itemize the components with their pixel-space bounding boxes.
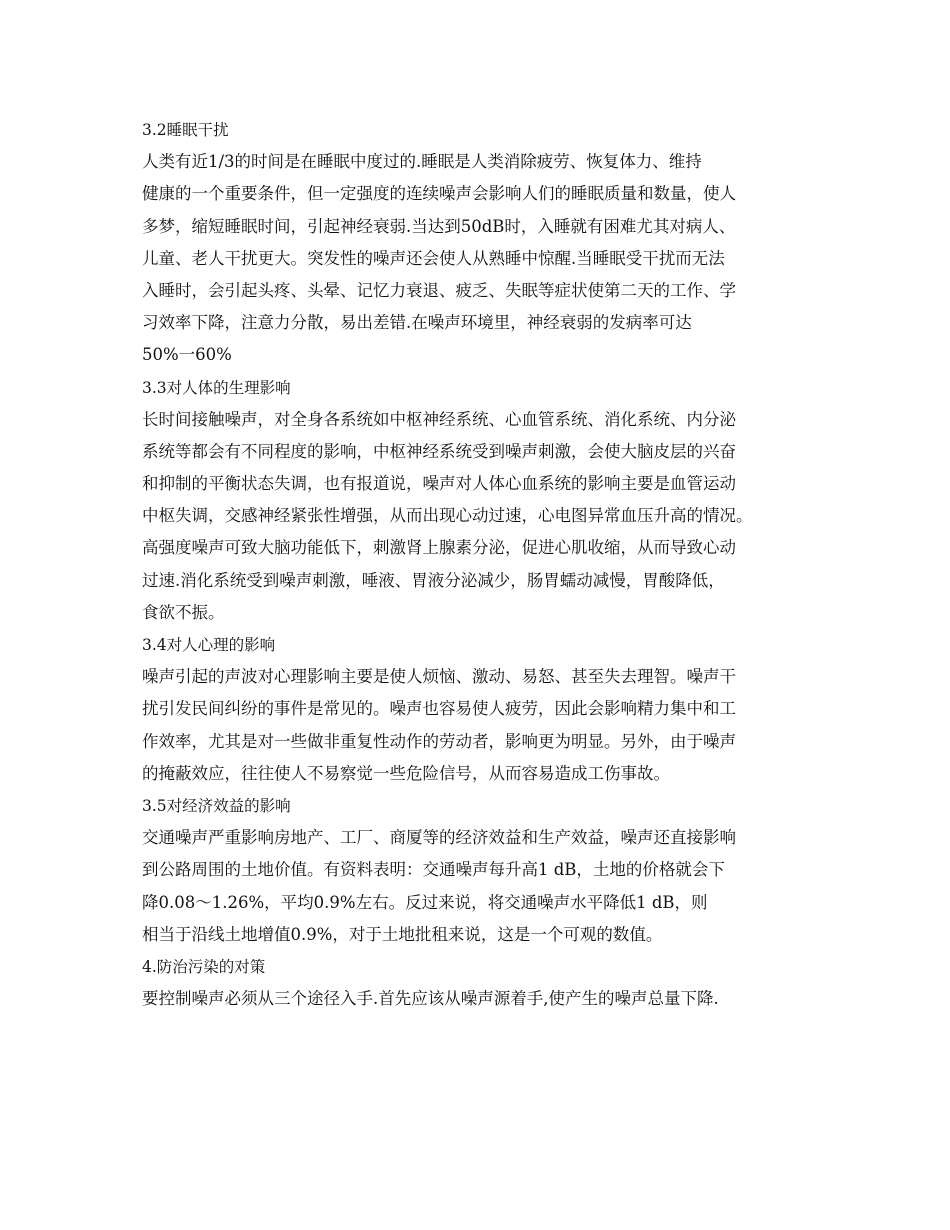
text-line: 的掩蔽效应，往往使人不易察觉一些危险信号，从而容易造成工伤事故。: [142, 763, 670, 783]
section-heading: 3.2睡眠干扰: [142, 121, 229, 139]
text-line: 50%一60%: [142, 345, 232, 365]
text-line: 多梦，缩短睡眠时间，引起神经衰弱.当达到50dB时，入睡就有困难尤其对病人、: [142, 216, 736, 236]
text-line: 系统等都会有不同程度的影响，中枢神经系统受到噪声刺激，会使大脑皮层的兴奋: [142, 441, 736, 461]
text-line: 和抑制的平衡状态失调，也有报道说，噪声对人体心血系统的影响主要是血管运动: [142, 474, 736, 494]
text-line: 中枢失调，交感神经紧张性增强，从而出现心动过速，心电图异常血压升高的情况。: [142, 506, 753, 526]
text-line: 到公路周围的土地价值。有资料表明：交通噪声每升高1 dB，土地的价格就会下: [142, 860, 725, 880]
text-line: 噪声引起的声波对心理影响主要是使人烦恼、激动、易怒、甚至失去理智。噪声干: [142, 667, 736, 687]
text-line: 长时间接触噪声，对全身各系统如中枢神经系统、心血管系统、消化系统、内分泌: [142, 409, 736, 429]
section-heading: 3.5对经济效益的影响: [142, 796, 291, 815]
text-line: 入睡时，会引起头疼、头晕、记忆力衰退、疲乏、失眠等症状使第二天的工作、学: [142, 280, 736, 300]
text-line: 交通噪声严重影响房地产、工厂、商厦等的经济效益和生产效益，噪声还直接影响: [142, 828, 736, 848]
text-line: 过速.消化系统受到噪声刺激，唾液、胃液分泌减少，肠胃蠕动减慢，胃酸降低，: [142, 570, 725, 590]
text-line: 相当于沿线土地增值0.9%，对于土地批租来说，这是一个可观的数值。: [142, 924, 663, 944]
text-line: 扰引发民间纠纷的事件是常见的。噪声也容易使人疲劳，因此会影响精力集中和工: [142, 699, 736, 719]
section-heading: 3.3对人体的生理影响: [142, 378, 291, 397]
text-line: 健康的一个重要条件，但一定强度的连续噪声会影响人们的睡眠质量和数量，使人: [142, 184, 736, 204]
text-line: 人类有近1/3的时间是在睡眠中度过的.睡眠是人类消除疲劳、恢复体力、维持: [142, 152, 702, 172]
text-line: 降0.08～1.26%，平均0.9%左右。反过来说，将交通噪声水平降低1 dB，则: [142, 892, 708, 912]
text-line: 食欲不振。: [142, 602, 225, 622]
text-line: 要控制噪声必须从三个途径入手.首先应该从噪声源着手,使产生的噪声总量下降.: [142, 989, 719, 1009]
text-line: 习效率下降，注意力分散，易出差错.在噪声环境里，神经衰弱的发病率可达: [142, 313, 692, 333]
section-heading: 4.防治污染的对策: [142, 957, 266, 976]
text-line: 儿童、老人干扰更大。突发性的噪声还会使人从熟睡中惊醒.当睡眠受干扰而无法: [142, 248, 725, 268]
text-line: 高强度噪声可致大脑功能低下，刺激肾上腺素分泌，促进心肌收缩，从而导致心动: [142, 538, 736, 558]
section-heading: 3.4对人心理的影响: [142, 636, 276, 654]
document-page: [142, 114, 822, 1015]
text-line: 作效率，尤其是对一些做非重复性动作的劳动者，影响更为明显。另外，由于噪声: [142, 731, 736, 751]
